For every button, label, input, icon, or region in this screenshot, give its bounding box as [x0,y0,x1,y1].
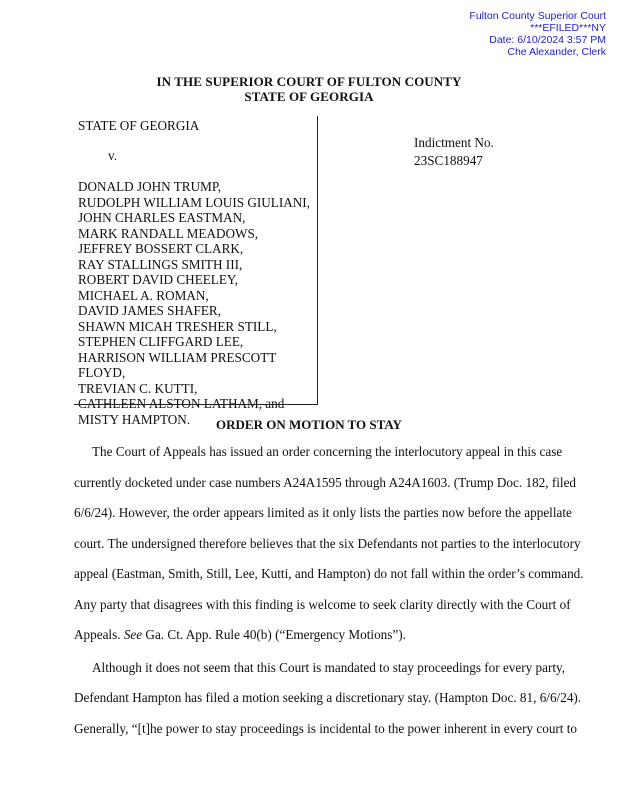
indictment-block [414,134,494,170]
paragraph-line [74,620,546,651]
defendant: TREVIAN C. KUTTI, [78,380,198,396]
defendant: DAVID JAMES SHAFER, [78,303,222,318]
stamp-date: Date: 6/10/2024 3:57 PM [489,34,606,46]
defendant: MICHAEL A. ROMAN, [78,287,209,303]
citation-prefix: Appeals. [74,627,124,642]
defendant: JOHN CHARLES EASTMAN, [78,210,246,225]
versus: v. [108,147,118,163]
indictment-label: Indictment No. [414,135,494,150]
defendant-list [78,179,318,427]
defendant: JEFFREY BOSSERT CLARK, [78,241,244,256]
paragraph-line: Any party that disagrees with this finding is welcome to seek clarity directly with the Court of [74,596,571,612]
order-body [74,437,584,744]
court-heading-line2: STATE OF GEORGIA [244,89,374,104]
court-heading-line1: IN THE SUPERIOR COURT OF FULTON COUNTY [156,74,462,89]
case-caption [78,118,318,427]
paragraph-line: Generally, “[t]he power to stay proceedings is incidental to the power inherent in every court to [74,720,578,736]
paragraph-line: appeal (Eastman, Smith, Still, Lee, Kutti, and Hampton) do not fall within the order’s command. [74,566,584,581]
paragraph-1 [74,437,584,651]
defendant: MISTY HAMPTON. [78,411,191,427]
stamp-status: ***EFILED***NY [530,22,606,34]
paragraph-line: currently docketed under case numbers A24A1595 through A24A1603. (Trump Doc. 182, filed [74,474,577,490]
defendant: MARK RANDALL MEADOWS, [78,225,259,241]
defendant: RUDOLPH WILLIAM LOUIS GIULIANI, [78,194,310,210]
defendant: CATHLEEN ALSTON LATHAM, and [78,396,285,411]
paragraph-line: 6/6/24). However, the order appears limited as it only lists the parties now before the appellate [74,505,572,520]
stamp-clerk: Che Alexander, Clerk [507,46,606,58]
caption-horizontal-rule [74,404,318,405]
citation-rule: Ga. Ct. App. Rule 40(b) (“Emergency Motions”). [142,627,406,642]
indictment-number: 23SC188947 [414,153,483,168]
caption-vertical-rule [317,116,318,404]
defendant: SHAWN MICAH TRESHER STILL, [78,318,277,334]
court-heading [0,74,618,104]
efile-stamp [469,10,606,58]
plaintiff: STATE OF GEORGIA [78,118,200,133]
citation-signal: See [123,627,143,642]
paragraph-line: Although it does not seem that this Court is mandated to stay proceedings for every party, [92,659,566,675]
defendant: DONALD JOHN TRUMP, [78,179,222,194]
defendant: RAY STALLINGS SMITH III, [78,256,243,272]
paragraph-line: court. The undersigned therefore believes that the six Defendants not parties to the interlocutory [74,535,581,551]
order-title: ORDER ON MOTION TO STAY [216,417,402,432]
paragraph-line: Defendant Hampton has filed a motion seeking a discretionary stay. (Hampton Doc. 81, 6/6/24). [74,690,582,705]
defendant: STEPHEN CLIFFGARD LEE, [78,334,244,349]
defendant: HARRISON WILLIAM PRESCOTT FLOYD, [78,349,277,380]
paragraph-line: The Court of Appeals has issued an order concerning the interlocutory appeal in this case [92,444,563,459]
paragraph-2 [74,653,582,745]
defendant: ROBERT DAVID CHEELEY, [78,272,239,287]
stamp-court: Fulton County Superior Court [469,10,606,22]
